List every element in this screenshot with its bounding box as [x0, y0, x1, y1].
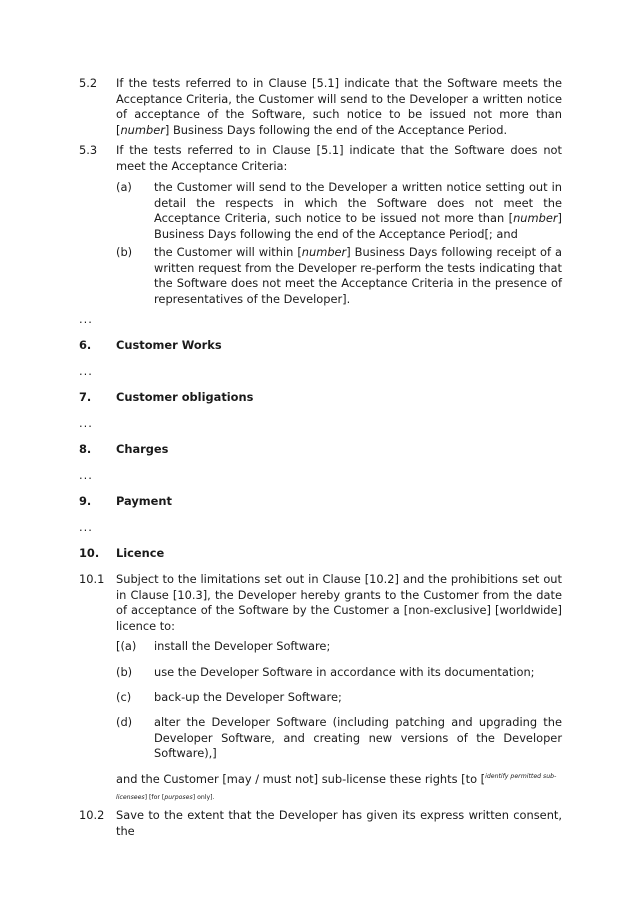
ellipsis: ...: [79, 416, 93, 430]
sublicense-paragraph: and the Customer [may / must not] sub-license these rights [to [$^{identify permitted sub-}$ licensees] [for [purposes] only].: [116, 772, 557, 801]
item-label: (b): [116, 665, 133, 679]
item-text: back-up the Developer Software;: [154, 690, 342, 704]
item-text: the Customer will within [number] Business Days following receipt of a written request from the Developer re-perform the tests indicating that the Software does not meet the Acceptance Criteria in the presence of representatives of the Developer].: [154, 245, 562, 306]
ellipsis: ...: [79, 520, 93, 534]
heading-number: 10.: [79, 546, 100, 560]
clause-10-1-b: [116, 665, 562, 681]
heading-title: Charges: [116, 442, 169, 456]
item-text: install the Developer Software;: [154, 639, 331, 653]
item-label: [(a): [116, 639, 137, 653]
heading-number: 6.: [79, 338, 92, 352]
clause-5-3-a: [116, 180, 562, 242]
item-label: (d): [116, 715, 133, 729]
item-text: use the Developer Software in accordance with its documentation;: [154, 665, 535, 679]
item-label: (a): [116, 180, 132, 194]
footnote-text-continued: licensees] [for [purposes] only].: [116, 793, 215, 801]
clause-number: 5.3: [79, 143, 98, 157]
clause-10-1-a: [116, 639, 562, 655]
item-text: the Customer will send to the Developer a written notice setting out in detail the respects in which the Software does not meet the Acceptance Criteria, such notice to be issued not more than [number] Business Days following the end of the Acceptance Period[; and: [154, 180, 562, 241]
ellipsis: ...: [79, 364, 93, 378]
clause-5-3: [79, 143, 562, 174]
item-text: alter the Developer Software (including patching and upgrading the Developer Software, and creating new versions of the Developer Software),]: [154, 715, 562, 761]
item-label: (b): [116, 245, 133, 259]
clause-10-2: [79, 808, 562, 839]
clause-text: If the tests referred to in Clause [5.1] indicate that the Software meets the Acceptance Criteria, the Customer will send to the Developer a written notice of acceptance of the Software, such notice to be issued not more than [number] Business Days following the end of the Acceptance Period.: [116, 76, 562, 137]
ellipsis: ...: [79, 468, 93, 482]
clause-number: 10.2: [79, 808, 105, 822]
item-label: (c): [116, 690, 132, 704]
heading-title: Customer Works: [116, 338, 222, 352]
heading-number: 7.: [79, 390, 92, 404]
ellipsis: ...: [79, 312, 93, 326]
clause-text: If the tests referred to in Clause [5.1] indicate that the Software does not meet the Acceptance Criteria:: [116, 143, 562, 173]
footnote-text: identify permitted sub-: [485, 773, 557, 780]
clause-text: Subject to the limitations set out in Clause [10.2] and the prohibitions set out in Clause [10.3], the Developer hereby grants to the Customer from the date of acceptance of the Software by the Customer a [non-exclusive] [worldwide] licence to:: [116, 572, 562, 633]
heading-title: Customer obligations: [116, 390, 254, 404]
heading-title: Licence: [116, 546, 165, 560]
clause-text: Save to the extent that the Developer has given its express written consent, the: [116, 808, 562, 838]
clause-10-1-c: [116, 690, 562, 706]
clause-5-3-b: [116, 245, 562, 307]
clause-10-1: [79, 572, 562, 634]
clause-10-1-d: [116, 715, 562, 762]
heading-number: 8.: [79, 442, 92, 456]
clause-number: 10.1: [79, 572, 105, 586]
heading-title: Payment: [116, 494, 172, 508]
clause-5-2: [79, 76, 562, 138]
heading-number: 9.: [79, 494, 92, 508]
clause-number: 5.2: [79, 76, 98, 90]
